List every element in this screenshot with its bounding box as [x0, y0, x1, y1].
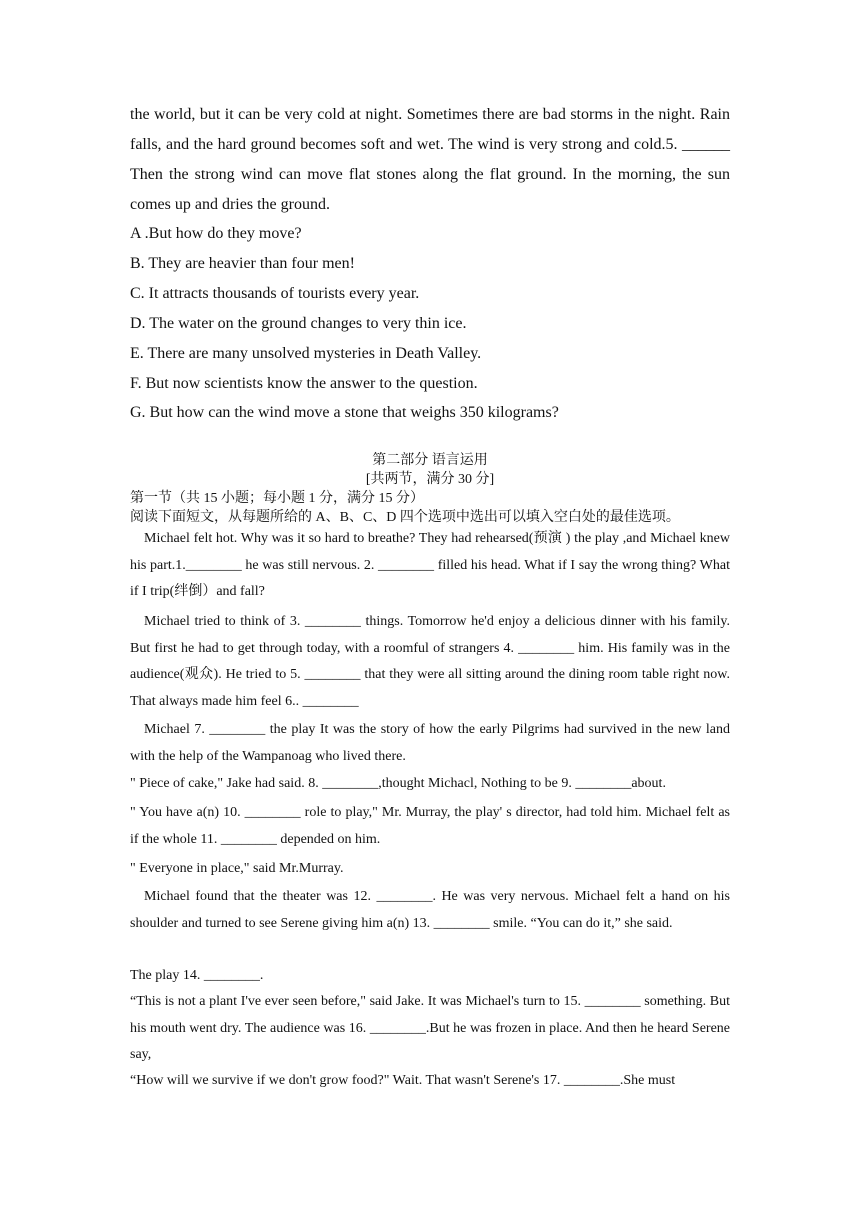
cloze-paragraph-9: “This is not a plant I've ever seen before," said Jake. It was Michael's turn to 15. ________ something. But his mouth went dry. The audience was 16. ________.But he was frozen in place. And then he heard Serene say, [130, 994, 730, 1062]
cloze-paragraph-10: “How will we survive if we don't grow food?" Wait. That wasn't Serene's 17. ________.She must [130, 1073, 676, 1088]
section-heading: 第一节（共 15 小题；每小题 1 分，满分 15 分） [130, 491, 424, 506]
option-f: F. But now scientists know the answer to the question. [130, 375, 478, 392]
cloze-paragraph-4: " Piece of cake," Jake had said. 8. ________,thought Michacl, Nothing to be 9. ________about. [130, 776, 666, 791]
option-a: A .But how do they move? [130, 225, 302, 242]
cloze-paragraph-2: Michael tried to think of 3. ________ things. Tomorrow he'd enjoy a delicious dinner with his family. But first he had to get through today, with a roomful of strangers 4. ________ him. His family was in the audience(观众). He tried to 5. ________ that they were all sitting around the dining room table right now. That always made him feel 6.. ________ [130, 614, 730, 709]
option-c: C. It attracts thousands of tourists every year. [130, 285, 420, 302]
cloze-paragraph-6: " Everyone in place," said Mr.Murray. [130, 861, 344, 876]
option-e: E. There are many unsolved mysteries in Death Valley. [130, 345, 482, 362]
cloze-paragraph-8: The play 14. ________. [130, 968, 264, 983]
instruction: 阅读下面短文，从每题所给的 A、B、C、D 四个选项中选出可以填入空白处的最佳选项。 [130, 510, 680, 525]
part-title: 第二部分 语言运用 [372, 453, 488, 468]
option-b: B. They are heavier than four men! [130, 255, 355, 272]
cloze-paragraph-5: " You have a(n) 10. ________ role to play," Mr. Murray, the play' s director, had told him. Michael felt as if the whole 11. ________ depended on him. [130, 805, 730, 847]
cloze-paragraph-3: Michael 7. ________ the play It was the story of how the early Pilgrims had survived in the new land with the help of the Wampanoag who lived there. [130, 722, 730, 764]
cloze-paragraph-1: Michael felt hot. Why was it so hard to breathe? They had rehearsed(预演 ) the play ,and Michael knew his part.1.________ he was still nervous. 2. ________ filled his head. What if I say the wrong thing? What if I trip(绊倒）and fall? [130, 531, 730, 599]
part-subtitle: [共两节，满分 30 分] [365, 472, 495, 487]
passage-paragraph: the world, but it can be very cold at night. Sometimes there are bad storms in the night. Rain falls, and the hard ground becomes soft and wet. The wind is very strong and cold.5. ______ Then the strong wind can move flat stones along the flat ground. In the morning, the sun comes up and dries the ground. [130, 106, 730, 213]
option-g: G. But how can the wind move a stone that weighs 350 kilograms? [130, 404, 559, 421]
cloze-paragraph-7: Michael found that the theater was 12. ________. He was very nervous. Michael felt a hand on his shoulder and turned to see Serene giving him a(n) 13. ________ smile. “You can do it,” she said. [130, 889, 730, 931]
option-d: D. The water on the ground changes to very thin ice. [130, 315, 467, 332]
